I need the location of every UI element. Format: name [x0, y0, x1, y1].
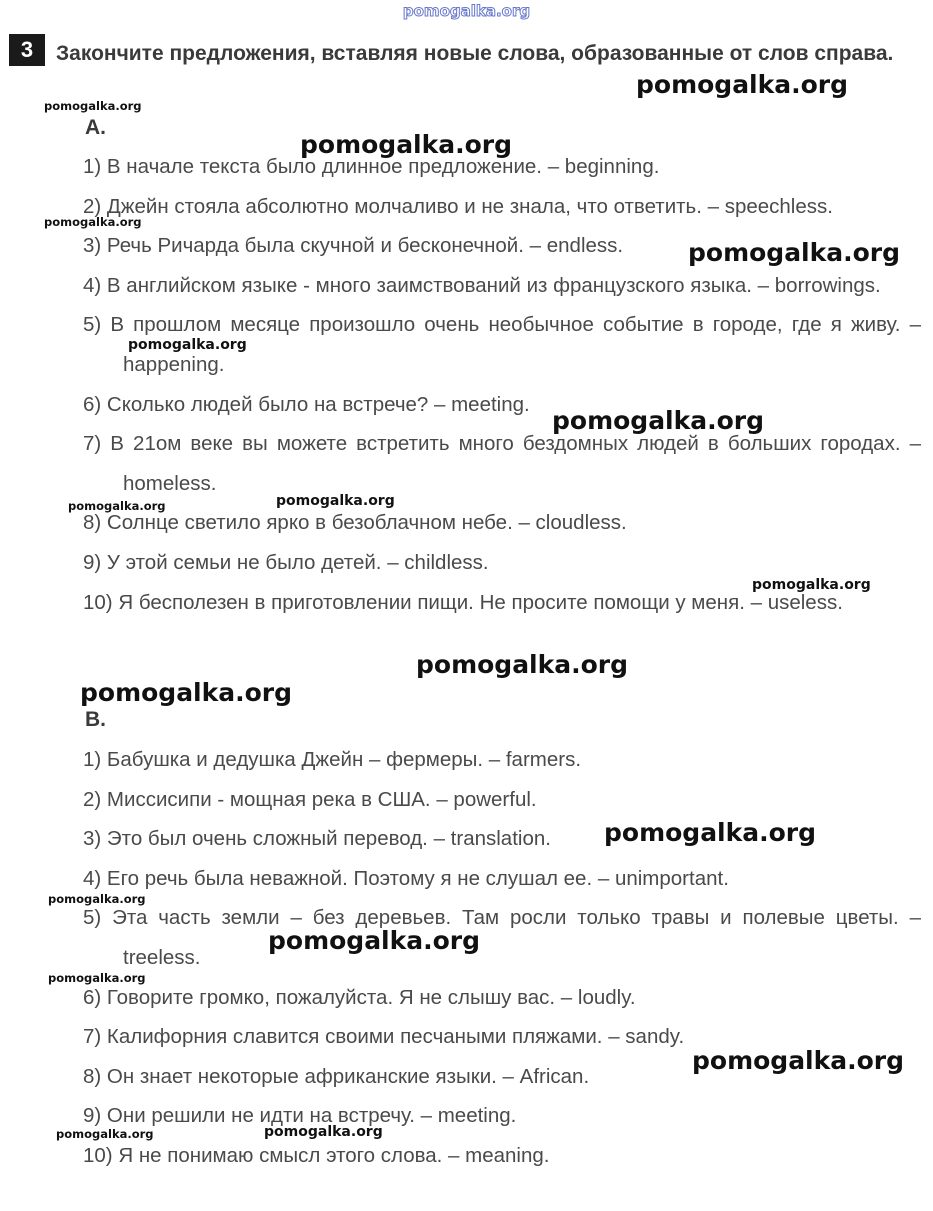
list-item: 8) Солнце светило ярко в безоблачном небе. – cloudless.	[83, 511, 627, 535]
watermark: pomogalka.org	[416, 650, 629, 679]
watermark: pomogalka.org	[752, 577, 871, 593]
watermark: pomogalka.org	[128, 337, 247, 353]
watermark: pomogalka.org	[44, 215, 142, 229]
watermark: pomogalka.org	[48, 971, 146, 985]
list-item: 7) Калифорния славится своими песчаными пляжами. – sandy.	[83, 1025, 685, 1049]
list-item: 9) У этой семьи не было детей. – childless.	[83, 550, 489, 574]
watermark: pomogalka.org	[692, 1046, 905, 1075]
list-item: 6) Сколько людей было на встрече? – meeting.	[83, 392, 530, 416]
watermark: pomogalka.org	[604, 818, 817, 847]
list-item: 3) Речь Ричарда была скучной и бесконечной. – endless.	[83, 234, 624, 258]
section-a-list	[83, 147, 921, 622]
list-item: 9) Они решили не идти на встречу. – meeting.	[83, 1104, 517, 1128]
watermark: pomogalka.org	[80, 678, 293, 707]
watermark: pomogalka.org	[268, 926, 481, 955]
watermark: pomogalka.org	[56, 1127, 154, 1141]
watermark: pomogalka.org	[300, 130, 513, 159]
list-item: 7) В 21ом веке вы можете встретить много бездомных людей в больших городах. – homeless.	[83, 432, 921, 495]
list-item: 5) В прошлом месяце произошло очень необычное событие в городе, где я живу. – happening.	[83, 313, 921, 376]
watermark: pomogalka.org	[44, 99, 142, 113]
section-b-label: B.	[85, 708, 106, 731]
list-item: 10) Я бесполезен в приготовлении пищи. Не просите помощи у меня. – useless.	[83, 590, 843, 614]
list-item: 6) Говорите громко, пожалуйста. Я не слышу вас. – loudly.	[83, 985, 636, 1009]
section-a-label: A.	[85, 116, 106, 139]
list-item: 1) В начале текста было длинное предложение. – beginning.	[83, 155, 660, 178]
top-watermark: pomogalka.org	[402, 2, 531, 20]
watermark: pomogalka.org	[276, 493, 395, 509]
section-b-list	[83, 740, 921, 1176]
list-item: 10) Я не понимаю смысл этого слова. – meaning.	[83, 1143, 550, 1167]
list-item: 4) Его речь была неважной. Поэтому я не слушал ее. – unimportant.	[83, 866, 729, 890]
list-item: 1) Бабушка и дедушка Джейн – фермеры. – farmers.	[83, 748, 582, 771]
exercise-number-badge: 3	[9, 34, 45, 66]
list-item: 3) Это был очень сложный перевод. – translation.	[83, 827, 551, 851]
watermark: pomogalka.org	[636, 70, 849, 99]
list-item: 4) В английском языке - много заимствований из французского языка. – borrowings.	[83, 273, 881, 297]
list-item: 2) Джейн стояла абсолютно молчаливо и не знала, что ответить. – speechless.	[83, 194, 833, 218]
list-item: 8) Он знает некоторые африканские языки. – African.	[83, 1064, 590, 1088]
watermark: pomogalka.org	[552, 406, 765, 435]
exercise-heading: Закончите предложения, вставляя новые слова, образованные от слов справа.	[56, 42, 894, 65]
list-item: 5) Эта часть земли – без деревьев. Там росли только травы и полевые цветы. – treeless.	[83, 906, 921, 969]
watermark: pomogalka.org	[68, 499, 166, 513]
watermark: pomogalka.org	[688, 238, 901, 267]
watermark: pomogalka.org	[48, 892, 146, 906]
watermark: pomogalka.org	[264, 1124, 383, 1140]
list-item: 2) Миссисипи - мощная река в США. – powerful.	[83, 787, 537, 811]
